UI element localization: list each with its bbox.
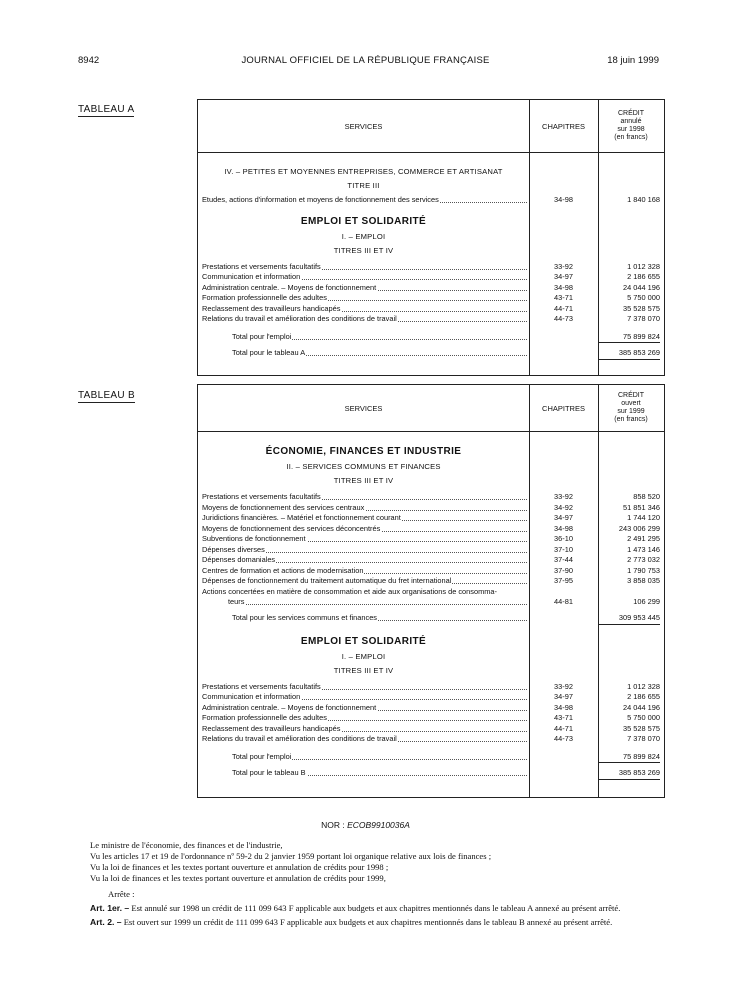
table-row xyxy=(198,703,664,714)
grand-total-row: Total pour le tableau A 385 853 269 xyxy=(198,348,664,359)
table-row xyxy=(198,545,664,556)
row-label: Moyens de fonctionnement des services centraux xyxy=(202,503,527,514)
table-row: Actions concertées en matière de consommation et aide aux organisations de consomma- xyxy=(202,586,497,596)
row-label: Juridictions financières. – Matériel et fonctionnement courant xyxy=(202,513,527,524)
tableau-b xyxy=(197,384,665,798)
row-chapitre: 44-73 xyxy=(554,734,573,743)
row-credit: 2 491 295 xyxy=(627,534,660,543)
row-credit: 243 006 299 xyxy=(618,523,660,533)
row-credit: 1 840 168 xyxy=(627,195,660,204)
row-chapitre: 37-95 xyxy=(554,576,573,585)
rows-emploi xyxy=(198,682,664,745)
nor-reference: NOR : ECOB9910036A xyxy=(321,820,410,830)
row-chapitre: 34-98 xyxy=(554,523,573,533)
row-credit: 1 473 146 xyxy=(627,544,660,554)
row-label: Subventions de fonctionnement xyxy=(202,534,527,545)
ministry-title: EMPLOI ET SOLIDARITÉ xyxy=(300,635,427,647)
grand-total-value: 385 853 269 xyxy=(598,768,660,780)
total-finances-value: 309 953 445 xyxy=(598,613,660,625)
table-row xyxy=(198,283,664,294)
total-emploi-value: 75 899 824 xyxy=(598,752,660,764)
table-row xyxy=(198,293,664,304)
row-label: Relations du travail et amélioration des conditions de travail xyxy=(202,314,527,325)
minister-line: Le ministre de l'économie, des finances et de l'industrie, xyxy=(90,840,283,850)
row-chapitre: 34-92 xyxy=(554,502,573,512)
tableau-a-label: TABLEAU A xyxy=(78,104,135,115)
table-row xyxy=(198,262,664,273)
total-emploi-value: 75 899 824 xyxy=(598,332,660,344)
row-label: Centres de formation et actions de modernisation xyxy=(202,566,527,577)
row-credit: 1 790 753 xyxy=(627,565,660,575)
table-row xyxy=(198,724,664,735)
table-row xyxy=(198,734,664,745)
row-chapitre: 33-92 xyxy=(554,492,573,501)
row-credit: 51 851 346 xyxy=(623,502,660,512)
row-label: Communication et information xyxy=(202,692,527,703)
row-chapitre: 43-71 xyxy=(554,713,573,722)
row-chapitre: 34-97 xyxy=(554,272,573,281)
row-label: Prestations et versements facultatifs xyxy=(202,682,527,693)
row-credit: 7 378 070 xyxy=(627,734,660,743)
rows-finances xyxy=(198,492,664,587)
total-row: Total pour les services communs et finances 309 953 445 xyxy=(198,613,664,624)
row-chapitre: 34-98 xyxy=(554,282,573,292)
table-row xyxy=(198,503,664,514)
table-row xyxy=(198,314,664,325)
table-row xyxy=(198,534,664,545)
table-row xyxy=(198,692,664,703)
row-chapitre: 44-71 xyxy=(554,723,573,733)
section-titres: TITRES III ET IV xyxy=(333,476,394,485)
row-chapitre: 33-92 xyxy=(554,261,573,271)
row-chapitre: 34-97 xyxy=(554,692,573,701)
row-label: Formation professionnelle des adultes xyxy=(202,713,527,724)
section-title: IV. – PETITES ET MOYENNES ENTREPRISES, COMMERCE ET ARTISANAT xyxy=(224,167,503,176)
page-number: 8942 xyxy=(78,55,100,66)
row-credit: 1 012 328 xyxy=(627,261,660,271)
row-credit: 1 012 328 xyxy=(627,681,660,691)
row-chapitre: 34-98 xyxy=(554,702,573,712)
row-label: Relations du travail et amélioration des conditions de travail xyxy=(202,734,527,745)
row-label: Dépenses de fonctionnement du traitement automatique du fret international xyxy=(202,576,527,587)
col-services: SERVICES xyxy=(344,404,383,413)
table-row xyxy=(198,492,664,503)
table-row xyxy=(198,682,664,693)
row-label: Reclassement des travailleurs handicapés xyxy=(202,304,527,315)
tableau-a xyxy=(197,99,665,376)
tableau-b-header xyxy=(198,385,664,432)
visa-2: Vu la loi de finances et les textes portant ouverture et annulation de crédits pour 1998 ; xyxy=(90,862,389,872)
issue-date: 18 juin 1999 xyxy=(607,55,659,66)
article-2: Art. 2. – Est ouvert sur 1999 un crédit de 111 099 643 F applicable aux budgets et aux chapitres mentionnés dans le tableau B annexé au présent arrêté. xyxy=(90,917,613,927)
row-label: Dépenses diverses xyxy=(202,545,527,556)
decree-body xyxy=(78,840,668,928)
table-row xyxy=(198,713,664,724)
row-credit: 7 378 070 xyxy=(627,314,660,323)
row-credit: 2 773 032 xyxy=(627,555,660,564)
row-chapitre: 37-90 xyxy=(554,565,573,575)
row-credit: 858 520 xyxy=(633,492,660,501)
col-services: SERVICES xyxy=(344,122,383,131)
row-label: Reclassement des travailleurs handicapés xyxy=(202,724,527,735)
article-1: Art. 1er. – Est annulé sur 1998 un crédit de 111 099 643 F applicable aux budgets et aux chapitres mentionnés dans le tableau A annexé au présent arrêté. xyxy=(90,903,621,913)
visa-1: Vu les articles 17 et 19 de l'ordonnance nº 59-2 du 2 janvier 1959 portant loi organique relative aux lois de finances ; xyxy=(90,851,492,861)
table-row xyxy=(198,513,664,524)
row-chapitre: 44-73 xyxy=(554,314,573,323)
row-credit: 2 186 655 xyxy=(627,272,660,281)
ministry-title: EMPLOI ET SOLIDARITÉ xyxy=(300,215,427,227)
col-chapitres: CHAPITRES xyxy=(542,122,585,131)
grand-total-row: Total pour le tableau B 385 853 269 xyxy=(198,768,664,779)
table-row xyxy=(198,576,664,587)
row-label: Etudes, actions d'information et moyens de fonctionnement des services xyxy=(202,195,527,206)
ministry-title: ÉCONOMIE, FINANCES ET INDUSTRIE xyxy=(265,446,462,457)
row-credit: 2 186 655 xyxy=(627,692,660,701)
row-credit: 5 750 000 xyxy=(627,713,660,722)
row-credit: 5 750 000 xyxy=(627,293,660,302)
row-credit: 35 528 575 xyxy=(623,303,660,313)
table-row xyxy=(198,272,664,283)
journal-title: JOURNAL OFFICIEL DE LA RÉPUBLIQUE FRANÇAISE xyxy=(241,55,490,66)
row-label: Administration centrale. – Moyens de fonctionnement xyxy=(202,283,527,294)
row-label: Prestations et versements facultatifs xyxy=(202,262,527,273)
table-row xyxy=(198,555,664,566)
section-sub: I. – EMPLOI xyxy=(341,651,386,661)
row-chapitre: 43-71 xyxy=(554,293,573,302)
row-credit: 3 858 035 xyxy=(627,576,660,585)
rows-pme xyxy=(198,195,664,206)
row-credit: 24 044 196 xyxy=(623,282,660,292)
visa-3: Vu la loi de finances et les textes portant ouverture et annulation de crédits pour 1999, xyxy=(90,873,386,883)
table-row xyxy=(198,566,664,577)
table-row xyxy=(198,524,664,535)
tableau-a-header xyxy=(198,100,664,153)
col-credit: CRÉDIT annulé sur 1998 (en francs) xyxy=(614,110,648,141)
row-label: Prestations et versements facultatifs xyxy=(202,492,527,503)
section-sub: I. – EMPLOI xyxy=(341,231,386,241)
row-label: Administration centrale. – Moyens de fonctionnement xyxy=(202,703,527,714)
row-chapitre: 34-98 xyxy=(554,195,573,204)
row-label: Formation professionnelle des adultes xyxy=(202,293,527,304)
section-titres: TITRES III ET IV xyxy=(333,665,394,675)
total-row: Total pour l'emploi 75 899 824 xyxy=(198,752,664,763)
row-credit: 35 528 575 xyxy=(623,723,660,733)
table-row xyxy=(198,195,664,206)
grand-total-value: 385 853 269 xyxy=(598,348,660,360)
col-credit: CRÉDIT ouvert sur 1999 (en francs) xyxy=(614,392,648,423)
table-row xyxy=(198,304,664,315)
row-chapitre: 36-10 xyxy=(554,534,573,543)
row-label: Communication et information xyxy=(202,272,527,283)
row-chapitre: 34-97 xyxy=(554,513,573,522)
tableau-b-label: TABLEAU B xyxy=(78,390,135,401)
row-chapitre: 44-71 xyxy=(554,303,573,313)
row-chapitre: 33-92 xyxy=(554,681,573,691)
row-label: Moyens de fonctionnement des services déconcentrés xyxy=(202,524,527,535)
row-chapitre: 37-10 xyxy=(554,544,573,554)
col-chapitres: CHAPITRES xyxy=(542,404,585,413)
arrete-line: Arrête : xyxy=(108,889,135,899)
section-titres: TITRES III ET IV xyxy=(333,245,394,255)
row-credit: 1 744 120 xyxy=(627,513,660,522)
table-row: teurs 44-81 106 299 xyxy=(228,596,660,606)
rows-emploi xyxy=(198,262,664,325)
section-sub: II. – SERVICES COMMUNS ET FINANCES xyxy=(286,462,441,471)
row-chapitre: 37-44 xyxy=(554,555,573,564)
section-titre: TITRE III xyxy=(347,181,380,190)
row-credit: 24 044 196 xyxy=(623,702,660,712)
total-row: Total pour l'emploi 75 899 824 xyxy=(198,332,664,343)
row-label: Dépenses domaniales xyxy=(202,555,527,566)
